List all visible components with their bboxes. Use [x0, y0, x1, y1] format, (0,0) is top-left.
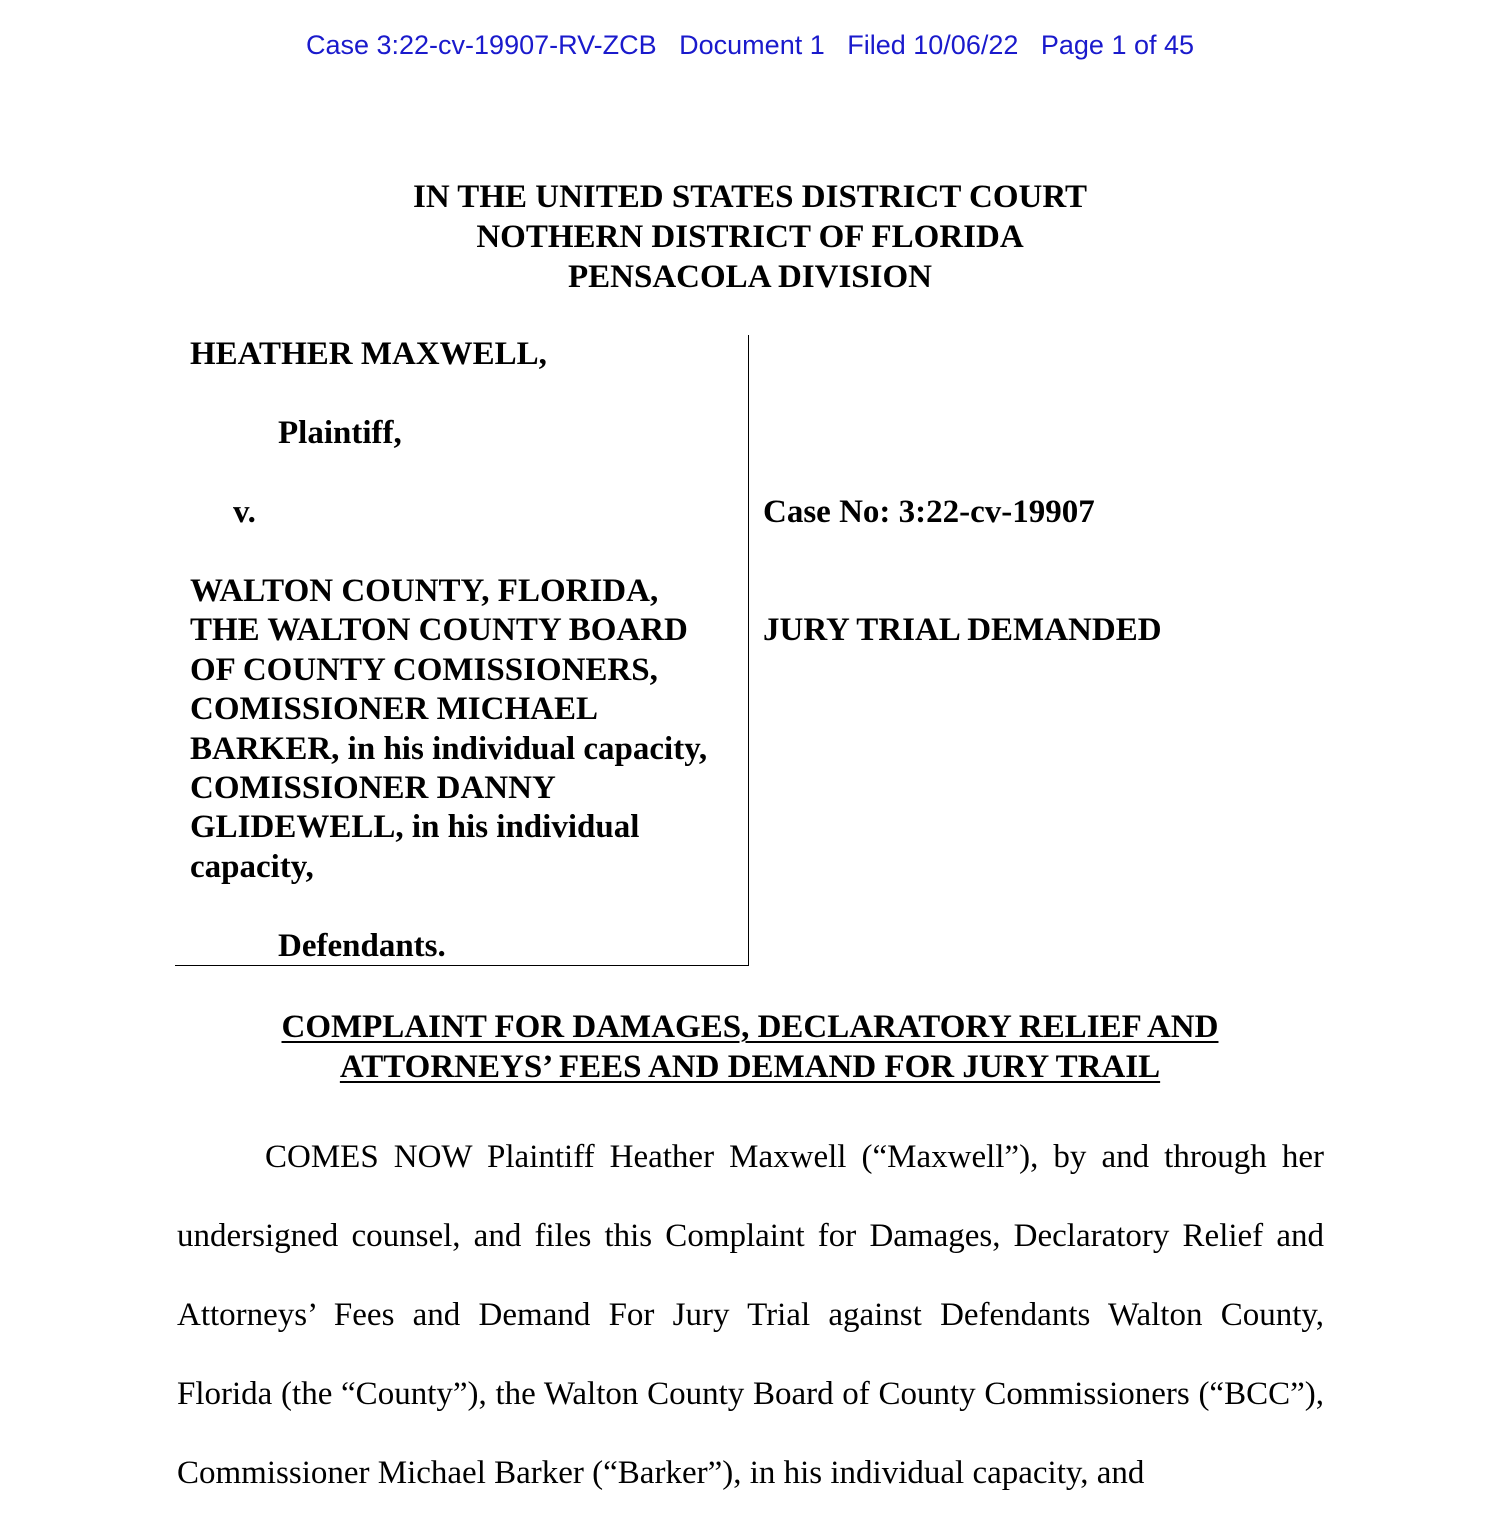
versus: v. — [233, 494, 256, 530]
complaint-title — [0, 1007, 1500, 1087]
defendant-line: THE WALTON COUNTY BOARD — [190, 612, 688, 649]
case-number: Case No: 3:22-cv-19907 — [763, 494, 1095, 530]
defendant-line: COMISSIONER MICHAEL — [190, 691, 598, 728]
complaint-title-line1: COMPLAINT FOR DAMAGES, DECLARATORY RELIEF AND — [281, 1009, 1219, 1045]
stamp-case-number: Case 3:22-cv-19907-RV-ZCB — [305, 30, 657, 60]
plaintiff-name: HEATHER MAXWELL, — [190, 336, 547, 372]
stamp-document-number: Document 1 — [679, 30, 825, 60]
ecf-header-stamp — [0, 27, 1500, 63]
court-heading — [0, 177, 1500, 297]
stamp-filed-date: Filed 10/06/22 — [847, 30, 1019, 60]
court-name: IN THE UNITED STATES DISTRICT COURT — [412, 179, 1088, 215]
stamp-page-count: Page 1 of 45 — [1040, 30, 1195, 60]
defendant-line: GLIDEWELL, in his individual — [190, 809, 640, 846]
case-caption-parties — [175, 335, 749, 966]
body-paragraph: COMES NOW Plaintiff Heather Maxwell (“Maxwell”), by and through her undersigned counsel, and files this Complaint for Damages, Declaratory Relief and Attorneys’ Fees and Demand For Jury Trial against Defendants Walton County, Florida (the “County”), the Walton County Board of County Commissioners (“BCC”), Commissioner Michael Barker (“Barker”), in his individual capacity, and — [177, 1139, 1324, 1491]
defendant-line: WALTON COUNTY, FLORIDA, — [190, 573, 659, 609]
complaint-title-line2: ATTORNEYS’ FEES AND DEMAND FOR JURY TRAIL — [339, 1049, 1161, 1085]
court-division: PENSACOLA DIVISION — [568, 259, 932, 295]
defendants-list — [190, 572, 707, 887]
jury-demand: JURY TRIAL DEMANDED — [763, 612, 1162, 648]
court-district: NOTHERN DISTRICT OF FLORIDA — [476, 219, 1024, 255]
defendant-line: capacity, — [190, 848, 314, 885]
defendant-line: OF COUNTY COMISSIONERS, — [190, 651, 658, 688]
case-caption-info — [763, 335, 1363, 966]
plaintiff-role: Plaintiff, — [278, 415, 402, 451]
defendants-role: Defendants. — [278, 928, 446, 964]
defendant-line: BARKER, in his individual capacity, — [190, 730, 708, 767]
defendant-line: COMISSIONER DANNY — [190, 770, 556, 807]
